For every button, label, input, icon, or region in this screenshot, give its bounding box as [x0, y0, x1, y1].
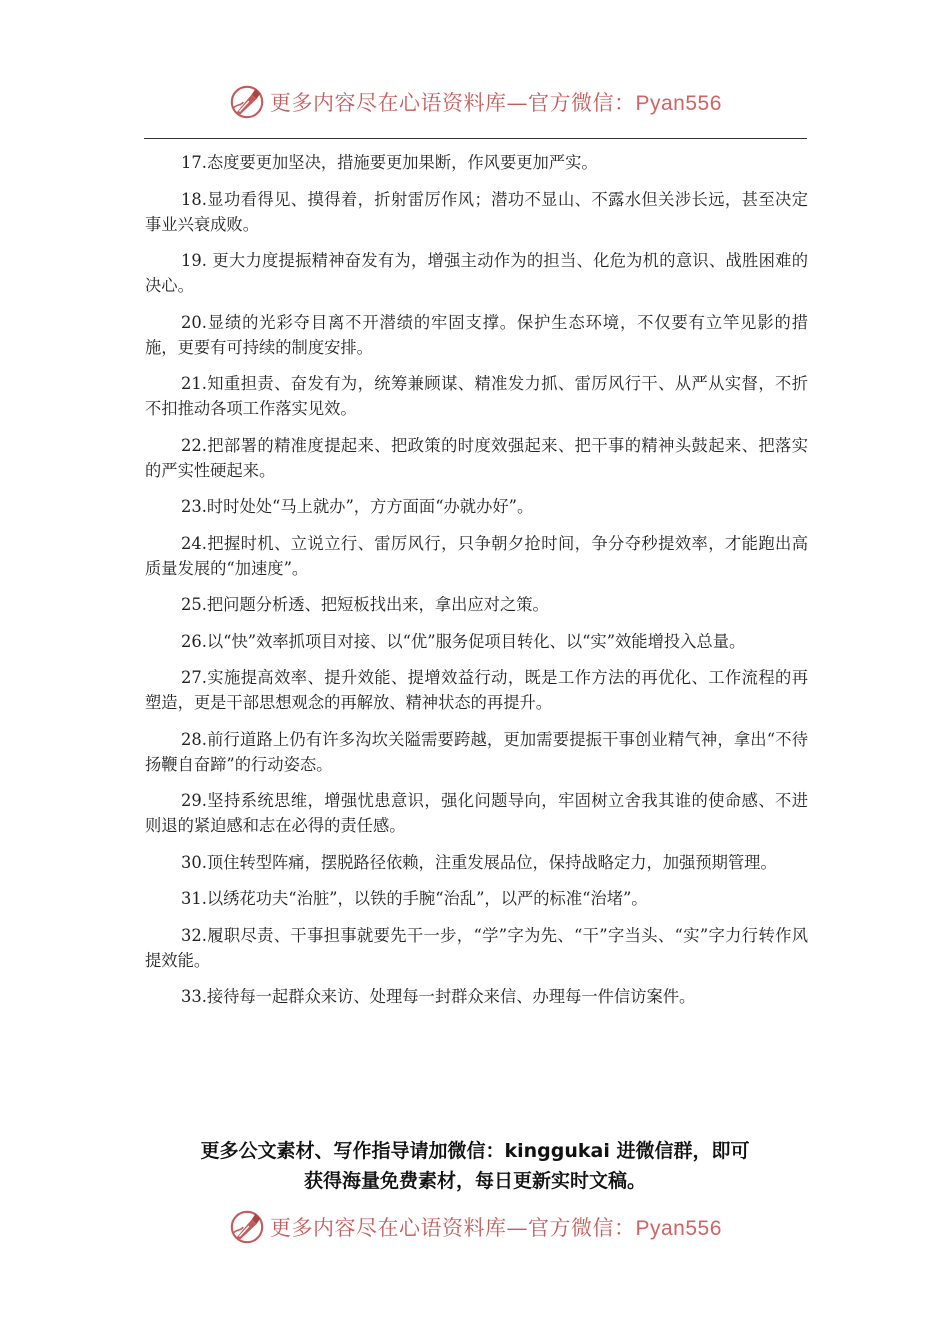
paragraph-25: 25.把问题分析透、把短板找出来，拿出应对之策。 — [181, 595, 549, 614]
document-body — [145, 150, 808, 1021]
paragraph-18: 18.显功看得见、摸得着，折射雷厉作风；潜功不显山、不露水但关涉长远，甚至决定事业兴衰成败。 — [145, 189, 808, 234]
pen-nib-logo-icon — [228, 83, 266, 121]
pen-nib-logo-icon — [228, 1208, 266, 1246]
footer-wechat-id: Pyan556 — [635, 1217, 722, 1240]
paragraph-19: 19. 更大力度提振精神奋发有为，增强主动作为的担当、化危为机的意识、战胜困难的决心。 — [145, 251, 808, 295]
paragraph-21: 21.知重担责、奋发有为，统筹兼顾谋、精准发力抓、雷厉风行干、从严从实督，不折不扣推动各项工作落实见效。 — [145, 374, 808, 418]
paragraph-29: 29.坚持系统思维，增强忧患意识，强化问题导向，牢固树立舍我其谁的使命感、不进则退的紧迫感和志在必得的责任感。 — [145, 791, 808, 835]
footer-banner-text: 更多内容尽在心语资料库—官方微信：Pyan556 — [270, 1216, 722, 1240]
paragraph-27: 27.实施提高效率、提升效能、提增效益行动，既是工作方法的再优化、工作流程的再塑造，更是干部思想观念的再解放、精神状态的再提升。 — [145, 668, 808, 712]
header-banner — [228, 82, 728, 122]
header-divider — [144, 138, 807, 139]
header-wechat-id: Pyan556 — [635, 92, 722, 115]
footer-note-line-1: 更多公文素材、写作指导请加微信：kinggukai 进微信群，即可 — [200, 1140, 750, 1162]
footer-banner — [228, 1207, 728, 1247]
paragraph-32: 32.履职尽责、干事担事就要先干一步，“学”字为先、“干”字当头、“实”字力行转作风提效能。 — [145, 925, 808, 970]
paragraph-20: 20.显绩的光彩夺目离不开潜绩的牢固支撑。保护生态环境，不仅要有立竿见影的措施，更要有可持续的制度安排。 — [145, 312, 808, 357]
paragraph-33: 33.接待每一起群众来访、处理每一封群众来信、办理每一件信访案件。 — [181, 987, 696, 1006]
paragraph-26: 26.以“快”效率抓项目对接、以“优”服务促项目转化、以“实”效能增投入总量。 — [181, 631, 746, 651]
paragraph-30: 30.顶住转型阵痛，摆脱路径依赖，注重发展品位，保持战略定力，加强预期管理。 — [181, 852, 777, 872]
paragraph-24: 24.把握时机、立说立行、雷厉风行，只争朝夕抢时间，争分夺秒提效率，才能跑出高质量发展的“加速度”。 — [145, 533, 808, 578]
paragraph-31: 31.以绣花功夫“治脏”，以铁的手腕“治乱”，以严的标准“治堵”。 — [181, 889, 648, 908]
footer-note-line-2: 获得海量免费素材，每日更新实时文稿。 — [303, 1170, 646, 1192]
footer-note — [140, 1136, 810, 1196]
header-banner-text: 更多内容尽在心语资料库—官方微信：Pyan556 — [270, 91, 722, 115]
paragraph-28: 28.前行道路上仍有许多沟坎关隘需要跨越，更加需要提振干事创业精气神，拿出“不待扬鞭自奋蹄”的行动姿态。 — [145, 729, 808, 774]
paragraph-22: 22.把部署的精准度提起来、把政策的时度效强起来、把干事的精神头鼓起来、把落实的严实性硬起来。 — [145, 435, 808, 480]
paragraph-23: 23.时时处处“马上就办”，方方面面“办就办好”。 — [181, 497, 534, 516]
paragraph-17: 17.态度要更加坚决，措施要更加果断，作风要更加严实。 — [181, 153, 598, 172]
